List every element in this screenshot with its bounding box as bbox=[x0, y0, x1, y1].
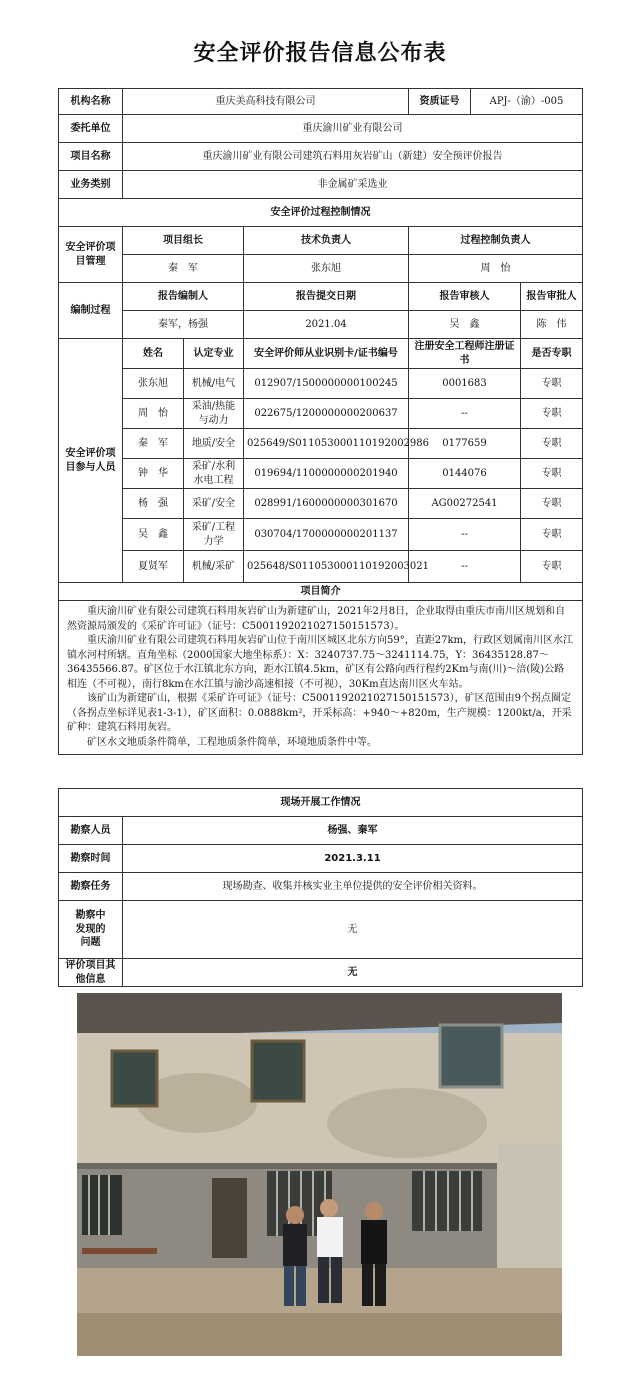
staff-reg: 0001683 bbox=[409, 369, 521, 399]
staff-name: 吴 鑫 bbox=[123, 519, 184, 551]
staff-header: 姓名 bbox=[123, 339, 184, 369]
compile-value: 2021.04 bbox=[244, 311, 409, 339]
staff-name: 夏贤军 bbox=[123, 551, 184, 583]
staff-name: 张东旭 bbox=[123, 369, 184, 399]
page-title: 安全评价报告信息公布表 bbox=[193, 41, 447, 66]
field-value: 现场勘查、收集并核实业主单位提供的安全评价相关资料。 bbox=[123, 873, 583, 901]
table-row bbox=[59, 519, 583, 551]
mgmt-value: 秦 军 bbox=[123, 255, 244, 283]
field-title: 现场开展工作情况 bbox=[59, 789, 583, 817]
compile-value: 秦军，杨强 bbox=[123, 311, 244, 339]
staff-label: 安全评价项目参与人员 bbox=[59, 339, 123, 583]
staff-name: 杨 强 bbox=[123, 489, 184, 519]
intro-paragraph: 矿区水文地质条件简单，工程地质条件简单，环境地质条件中等。 bbox=[87, 736, 377, 748]
field-value: 杨强、秦军 bbox=[123, 817, 583, 845]
mgmt-header: 技术负责人 bbox=[244, 227, 409, 255]
field-label: 勘察时间 bbox=[59, 845, 123, 873]
staff-cert: 012907/1500000000100245 bbox=[244, 369, 409, 399]
field-label: 评价项目其他信息 bbox=[59, 959, 123, 987]
staff-major: 机械/电气 bbox=[184, 369, 244, 399]
table-row bbox=[59, 429, 583, 459]
staff-reg: 0144076 bbox=[409, 459, 521, 489]
intro-title: 项目简介 bbox=[59, 583, 583, 601]
staff-cert: 022675/1200000000200637 bbox=[244, 399, 409, 429]
project-label: 项目名称 bbox=[59, 143, 123, 171]
mgmt-header: 项目组长 bbox=[123, 227, 244, 255]
staff-fulltime: 专职 bbox=[521, 551, 583, 583]
staff-header: 注册安全工程师注册证书 bbox=[409, 339, 521, 369]
field-label: 勘察人员 bbox=[59, 817, 123, 845]
table-row bbox=[59, 489, 583, 519]
client-label: 委托单位 bbox=[59, 115, 123, 143]
staff-reg: AG00272541 bbox=[409, 489, 521, 519]
site-photo bbox=[77, 993, 562, 1356]
compile-value: 陈 伟 bbox=[521, 311, 583, 339]
client-value: 重庆渝川矿业有限公司 bbox=[123, 115, 583, 143]
staff-major: 采矿/安全 bbox=[184, 489, 244, 519]
table-row bbox=[59, 369, 583, 399]
cert-value: APJ-（渝）-005 bbox=[471, 89, 583, 115]
project-value: 重庆渝川矿业有限公司建筑石料用灰岩矿山（新建）安全预评价报告 bbox=[123, 143, 583, 171]
compile-header: 报告编制人 bbox=[123, 283, 244, 311]
staff-reg: -- bbox=[409, 519, 521, 551]
staff-major: 地质/安全 bbox=[184, 429, 244, 459]
staff-fulltime: 专职 bbox=[521, 369, 583, 399]
staff-header: 安全评价师从业识别卡/证书编号 bbox=[244, 339, 409, 369]
compile-header: 报告审批人 bbox=[521, 283, 583, 311]
staff-name: 周 怡 bbox=[123, 399, 184, 429]
staff-cert: 030704/1700000000201137 bbox=[244, 519, 409, 551]
compile-header: 报告审核人 bbox=[409, 283, 521, 311]
staff-major: 机械/采矿 bbox=[184, 551, 244, 583]
staff-header: 是否专职 bbox=[521, 339, 583, 369]
info-table bbox=[58, 88, 583, 755]
mgmt-label: 安全评价项目管理 bbox=[59, 227, 123, 283]
intro-paragraph: 重庆渝川矿业有限公司建筑石料用灰岩矿山位于南川区城区北东方向59°，直距27km，行政区划属南川区水江镇水河村所辖。直角坐标（2000国家大地坐标系）：X：3240737.75～3241114.75，Y：36435128.87～36435566.87。矿区位于水江镇北东方向，距水江镇4.5km，矿区有公路向西行程约2Km与南(川)～涪(陵)公路相连（不可视），南行8km在水江镇与渝沙高速相接（不可视），30Km直达南川区火车站。 bbox=[67, 635, 573, 690]
staff-fulltime: 专职 bbox=[521, 489, 583, 519]
staff-fulltime: 专职 bbox=[521, 399, 583, 429]
staff-fulltime: 专职 bbox=[521, 519, 583, 551]
table-row bbox=[59, 551, 583, 583]
compile-header: 报告提交日期 bbox=[244, 283, 409, 311]
mgmt-header: 过程控制负责人 bbox=[409, 227, 583, 255]
field-value: 2021.3.11 bbox=[123, 845, 583, 873]
org-label: 机构名称 bbox=[59, 89, 123, 115]
staff-major: 采矿/水利水电工程 bbox=[184, 459, 244, 489]
staff-fulltime: 专职 bbox=[521, 459, 583, 489]
staff-major: 采油/热能与动力 bbox=[184, 399, 244, 429]
staff-name: 秦 军 bbox=[123, 429, 184, 459]
mgmt-value: 张东旭 bbox=[244, 255, 409, 283]
staff-header: 认定专业 bbox=[184, 339, 244, 369]
staff-cert: 025648/S011053000110192003021 bbox=[244, 551, 409, 583]
staff-cert: 025649/S011053000110192002986 bbox=[244, 429, 409, 459]
intro-paragraph: 该矿山为新建矿山，根据《采矿许可证》（证号：C5001192021027150151573），矿区范围由9个拐点圈定（各拐点坐标详见表1-3-1），矿区面积：0.0888km²，开采标高：+940～+820m，生产规模：1200kt/a，开采矿种：建筑石料用灰岩。 bbox=[67, 693, 572, 733]
table-row bbox=[59, 459, 583, 489]
compile-label: 编制过程 bbox=[59, 283, 123, 339]
mgmt-value: 周 怡 bbox=[409, 255, 583, 283]
business-label: 业务类别 bbox=[59, 171, 123, 199]
staff-fulltime: 专职 bbox=[521, 429, 583, 459]
staff-cert: 019694/1100000000201940 bbox=[244, 459, 409, 489]
intro-paragraph: 重庆渝川矿业有限公司建筑石料用灰岩矿山为新建矿山，2021年2月8日，企业取得由重庆市南川区规划和自然资源局颁发的《采矿许可证》（证号：C5001192021027150151573）。 bbox=[67, 606, 566, 632]
field-label: 勘察中发现的问题 bbox=[59, 901, 123, 959]
field-work-table bbox=[58, 788, 583, 987]
staff-reg: 0177659 bbox=[409, 429, 521, 459]
staff-cert: 028991/1600000000301670 bbox=[244, 489, 409, 519]
org-value: 重庆美高科技有限公司 bbox=[123, 89, 409, 115]
compile-value: 吴 鑫 bbox=[409, 311, 521, 339]
cert-label: 资质证号 bbox=[409, 89, 471, 115]
field-label: 勘察任务 bbox=[59, 873, 123, 901]
staff-reg: -- bbox=[409, 399, 521, 429]
field-value: 无 bbox=[123, 959, 583, 987]
intro-body bbox=[59, 601, 583, 755]
staff-reg: -- bbox=[409, 551, 521, 583]
table-row bbox=[59, 399, 583, 429]
staff-major: 采矿/工程力学 bbox=[184, 519, 244, 551]
process-title: 安全评价过程控制情况 bbox=[59, 199, 583, 227]
field-value: 无 bbox=[123, 901, 583, 959]
staff-name: 钟 华 bbox=[123, 459, 184, 489]
business-value: 非金属矿采选业 bbox=[123, 171, 583, 199]
